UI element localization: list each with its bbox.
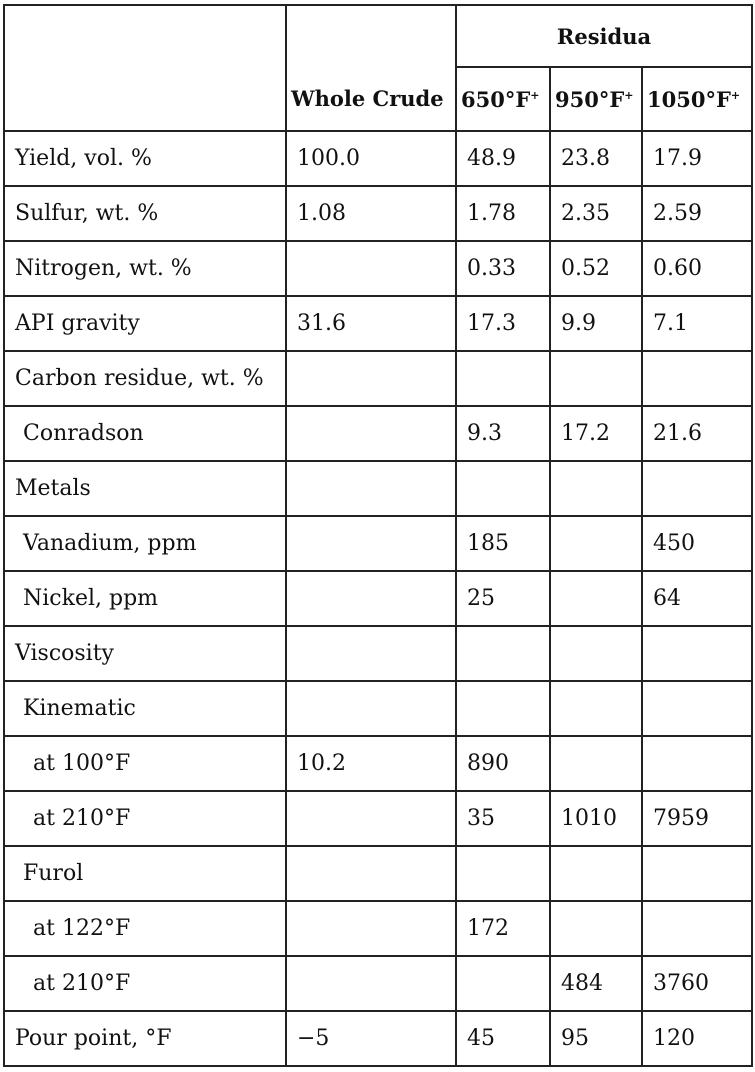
- cell-950: 17.2: [550, 406, 642, 461]
- cell-1050: [642, 901, 752, 956]
- row-label: Nitrogen, wt. %: [4, 241, 286, 296]
- header-col-whole-crude-label: Whole Crude: [291, 86, 444, 111]
- cell-650: [456, 351, 550, 406]
- cell-650: [456, 681, 550, 736]
- header-col-950-label: 950°F: [555, 86, 625, 112]
- cell-950: 484: [550, 956, 642, 1011]
- row-label: Carbon residue, wt. %: [4, 351, 286, 406]
- cell-1050: 3760: [642, 956, 752, 1011]
- header-whole-crude-spacer: [286, 5, 456, 67]
- cell-650: 0.33: [456, 241, 550, 296]
- cell-650: 48.9: [456, 131, 550, 186]
- crude-properties-table-container: [3, 4, 753, 1067]
- header-col-950: [550, 67, 642, 131]
- cell-650: 17.3: [456, 296, 550, 351]
- cell-950: [550, 846, 642, 901]
- cell-whole-crude: [286, 516, 456, 571]
- cell-1050: 120: [642, 1011, 752, 1066]
- row-label: Metals: [4, 461, 286, 516]
- header-col-950-sup: +: [624, 88, 634, 102]
- cell-whole-crude: 100.0: [286, 131, 456, 186]
- table-row: [4, 516, 752, 571]
- cell-950: 95: [550, 1011, 642, 1066]
- row-label: Furol: [4, 846, 286, 901]
- header-col-1050: [642, 67, 752, 131]
- cell-650: 9.3: [456, 406, 550, 461]
- row-label: at 100°F: [4, 736, 286, 791]
- table-row: [4, 1011, 752, 1066]
- cell-1050: [642, 681, 752, 736]
- cell-650: 172: [456, 901, 550, 956]
- cell-1050: 7.1: [642, 296, 752, 351]
- cell-1050: [642, 626, 752, 681]
- cell-1050: [642, 736, 752, 791]
- cell-950: 2.35: [550, 186, 642, 241]
- cell-1050: 0.60: [642, 241, 752, 296]
- cell-whole-crude: [286, 241, 456, 296]
- cell-950: [550, 681, 642, 736]
- header-col-1050-sup: +: [730, 88, 741, 102]
- table-row: [4, 626, 752, 681]
- cell-950: 1010: [550, 791, 642, 846]
- cell-whole-crude: 31.6: [286, 296, 456, 351]
- cell-whole-crude: [286, 956, 456, 1011]
- cell-650: 890: [456, 736, 550, 791]
- cell-950: [550, 461, 642, 516]
- cell-1050: 7959: [642, 791, 752, 846]
- header-col-1050-label: 1050°F: [647, 86, 731, 112]
- header-col-650: [456, 67, 550, 131]
- cell-650: 35: [456, 791, 550, 846]
- table-row: [4, 131, 752, 186]
- row-label: Viscosity: [4, 626, 286, 681]
- table-row: [4, 681, 752, 736]
- header-blank-cell: [4, 67, 286, 131]
- cell-650: 1.78: [456, 186, 550, 241]
- table-row: [4, 846, 752, 901]
- table-row: [4, 461, 752, 516]
- cell-650: 25: [456, 571, 550, 626]
- cell-650: [456, 956, 550, 1011]
- cell-950: [550, 571, 642, 626]
- header-row-group: [4, 5, 752, 67]
- header-col-650-sup: +: [530, 88, 540, 102]
- table-row: [4, 791, 752, 846]
- row-label: Kinematic: [4, 681, 286, 736]
- table-row: [4, 406, 752, 461]
- row-label: at 210°F: [4, 791, 286, 846]
- table-row: [4, 956, 752, 1011]
- cell-950: [550, 901, 642, 956]
- row-label: API gravity: [4, 296, 286, 351]
- cell-whole-crude: [286, 901, 456, 956]
- header-col-650-label: 650°F: [461, 86, 531, 112]
- cell-whole-crude: 1.08: [286, 186, 456, 241]
- header-row-columns: [4, 67, 752, 131]
- cell-1050: [642, 846, 752, 901]
- cell-650: [456, 846, 550, 901]
- row-label: Vanadium, ppm: [4, 516, 286, 571]
- cell-whole-crude: 10.2: [286, 736, 456, 791]
- row-label: Nickel, ppm: [4, 571, 286, 626]
- table-row: [4, 351, 752, 406]
- cell-650: [456, 461, 550, 516]
- cell-whole-crude: [286, 791, 456, 846]
- table-row: [4, 186, 752, 241]
- cell-650: 185: [456, 516, 550, 571]
- row-label: Sulfur, wt. %: [4, 186, 286, 241]
- cell-950: 0.52: [550, 241, 642, 296]
- cell-whole-crude: [286, 681, 456, 736]
- cell-1050: 2.59: [642, 186, 752, 241]
- cell-950: 9.9: [550, 296, 642, 351]
- cell-950: 23.8: [550, 131, 642, 186]
- table-row: [4, 901, 752, 956]
- row-label: Yield, vol. %: [4, 131, 286, 186]
- row-label: at 210°F: [4, 956, 286, 1011]
- table-row: [4, 296, 752, 351]
- table-body: [4, 131, 752, 1066]
- cell-whole-crude: [286, 571, 456, 626]
- row-label: at 122°F: [4, 901, 286, 956]
- cell-whole-crude: [286, 406, 456, 461]
- table-row: [4, 736, 752, 791]
- cell-950: [550, 516, 642, 571]
- cell-1050: 450: [642, 516, 752, 571]
- row-label: Pour point, °F: [4, 1011, 286, 1066]
- cell-1050: 64: [642, 571, 752, 626]
- cell-whole-crude: −5: [286, 1011, 456, 1066]
- cell-950: [550, 736, 642, 791]
- cell-650: [456, 626, 550, 681]
- cell-whole-crude: [286, 626, 456, 681]
- crude-properties-table: [3, 4, 753, 1067]
- cell-650: 45: [456, 1011, 550, 1066]
- cell-1050: [642, 351, 752, 406]
- cell-1050: 21.6: [642, 406, 752, 461]
- cell-whole-crude: [286, 846, 456, 901]
- cell-950: [550, 626, 642, 681]
- table-row: [4, 241, 752, 296]
- header-residua: Residua: [456, 5, 752, 67]
- cell-1050: 17.9: [642, 131, 752, 186]
- row-label: Conradson: [4, 406, 286, 461]
- cell-whole-crude: [286, 461, 456, 516]
- cell-1050: [642, 461, 752, 516]
- cell-whole-crude: [286, 351, 456, 406]
- table-row: [4, 571, 752, 626]
- header-col-whole-crude: [286, 67, 456, 131]
- cell-950: [550, 351, 642, 406]
- header-corner-cell: [4, 5, 286, 67]
